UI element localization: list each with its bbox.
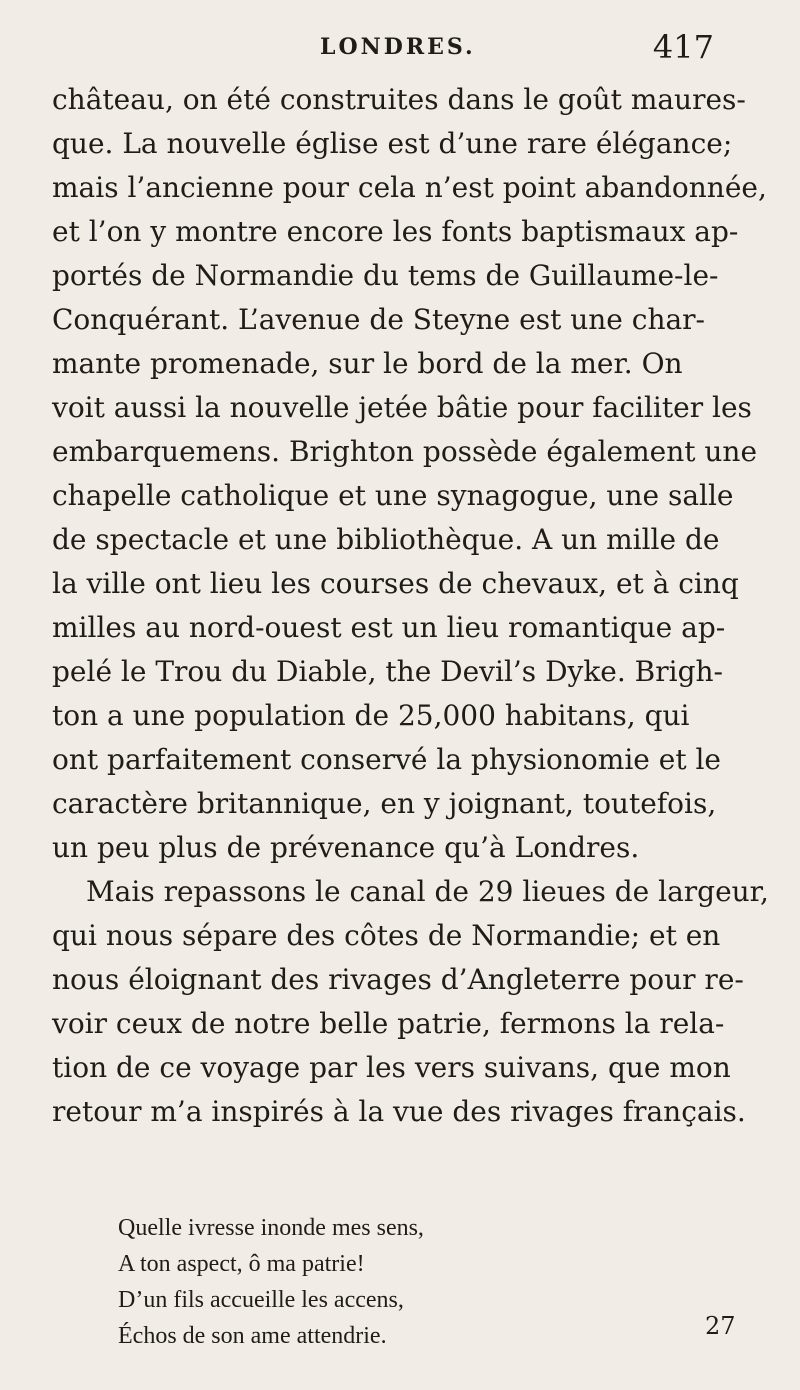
- text-line: caractère britannique, en y joignant, toutefois,: [52, 787, 717, 820]
- text-line: Mais repassons le canal de 29 lieues de largeur,: [86, 875, 769, 908]
- text-line: Conquérant. L’avenue de Steyne est une char-: [52, 303, 706, 336]
- text-line: tion de ce voyage par les vers suivans, que mon: [52, 1051, 731, 1084]
- paragraph-1: [52, 78, 767, 870]
- text-line: la ville ont lieu les courses de chevaux, et à cinq: [52, 567, 739, 600]
- poem-stanza: [118, 1210, 424, 1354]
- text-line: embarquemens. Brighton possède également une: [52, 435, 758, 468]
- text-line: pelé le Trou du Diable, the Devil’s Dyke. Brigh-: [52, 655, 724, 688]
- text-line: milles au nord-ouest est un lieu romantique ap-: [52, 611, 726, 644]
- text-line: un peu plus de prévenance qu’à Londres.: [52, 831, 640, 864]
- poem-line: A ton aspect, ô ma patrie!: [118, 1251, 365, 1277]
- poem-line: Quelle ivresse inonde mes sens,: [118, 1215, 424, 1241]
- page-number: 417: [652, 28, 714, 66]
- signature-mark: 27: [705, 1312, 736, 1340]
- poem-line: Échos de son ame attendrie.: [118, 1323, 387, 1349]
- running-head: LONDRES.: [320, 34, 476, 60]
- text-line: que. La nouvelle église est d’une rare élégance;: [52, 127, 733, 160]
- text-line: et l’on y montre encore les fonts baptismaux ap-: [52, 215, 739, 248]
- paragraph-2: [52, 870, 769, 1134]
- text-line: voir ceux de notre belle patrie, fermons la rela-: [52, 1007, 725, 1040]
- text-line: qui nous sépare des côtes de Normandie; et en: [52, 919, 721, 952]
- page-header: [52, 30, 730, 74]
- text-line: nous éloignant des rivages d’Angleterre pour re-: [52, 963, 744, 996]
- text-line: mante promenade, sur le bord de la mer. On: [52, 347, 683, 380]
- text-line: voit aussi la nouvelle jetée bâtie pour faciliter les: [52, 391, 752, 424]
- poem-line: D’un fils accueille les accens,: [118, 1287, 404, 1313]
- text-line: ton a une population de 25,000 habitans, qui: [52, 699, 690, 732]
- text-line: retour m’a inspirés à la vue des rivages français.: [52, 1095, 746, 1128]
- text-line: ont parfaitement conservé la physionomie et le: [52, 743, 721, 776]
- main-text: [52, 78, 769, 1134]
- text-line: mais l’ancienne pour cela n’est point abandonnée,: [52, 171, 767, 204]
- text-line: chapelle catholique et une synagogue, une salle: [52, 479, 734, 512]
- text-line: château, on été construites dans le goût maures-: [52, 83, 746, 116]
- text-line: portés de Normandie du tems de Guillaume-le-: [52, 259, 719, 292]
- text-line: de spectacle et une bibliothèque. A un mille de: [52, 523, 720, 556]
